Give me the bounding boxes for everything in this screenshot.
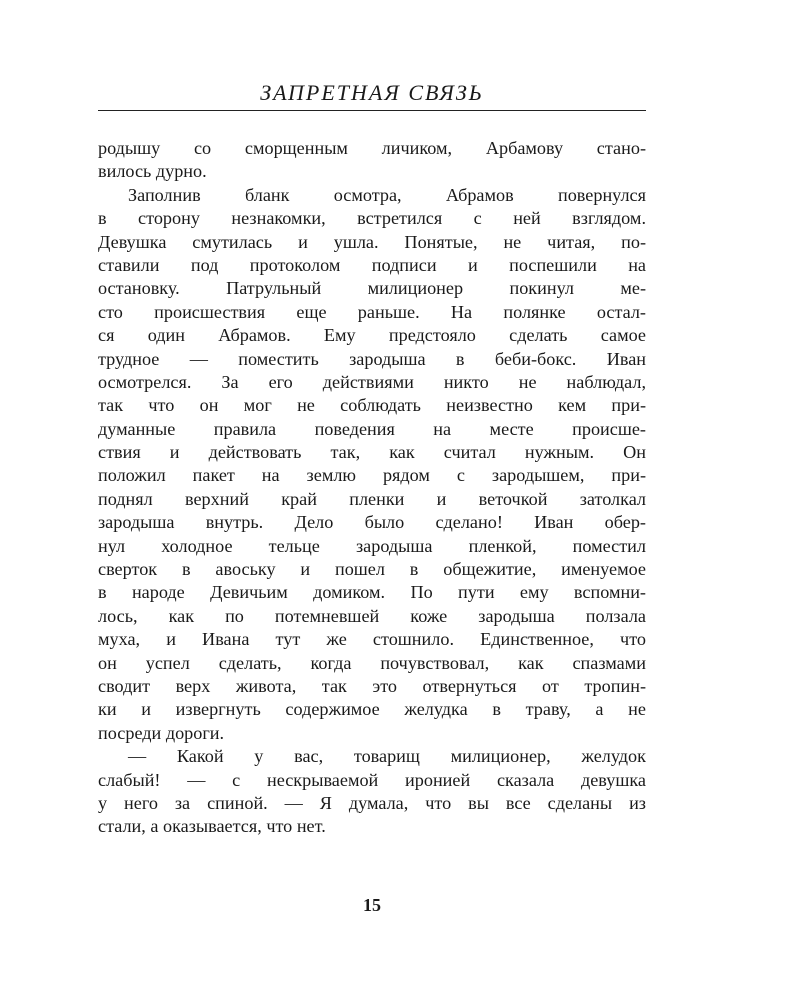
text-line: положил пакет на землю рядом с зародышем, при-: [98, 465, 646, 486]
text-line: осмотрелся. За его действиями никто не наблюдал,: [98, 371, 646, 392]
text-line: сто происшествия еще раньше. На полянке остал-: [98, 301, 646, 322]
text-line: лось, как по потемневшей коже зародыша ползала: [98, 605, 646, 626]
text-line: в сторону незнакомки, встретился с ней взглядом.: [98, 208, 646, 229]
text-line: нул холодное тельце зародыша пленкой, поместил: [98, 535, 646, 556]
text-line: — Какой у вас, товарищ милиционер, желудок: [128, 746, 646, 767]
text-line: думанные правила поведения на месте происше-: [98, 418, 646, 439]
text-line: поднял верхний край пленки и веточкой затолкал: [98, 488, 646, 509]
text-line: у него за спиной. — Я думала, что вы все сделаны из: [98, 792, 646, 813]
text-line: в народе Девичьим домиком. По пути ему вспомни-: [98, 582, 646, 603]
text-line: слабый! — с нескрываемой иронией сказала девушка: [98, 769, 646, 790]
text-line: Девушка смутилась и ушла. Понятые, не читая, по-: [98, 231, 646, 252]
text-line: стали, а оказывается, что нет.: [98, 816, 326, 837]
page-number: 15: [363, 895, 381, 915]
text-line: ся один Абрамов. Ему предстояло сделать самое: [98, 325, 646, 346]
text-line: зародыша внутрь. Дело было сделано! Иван обер-: [98, 512, 646, 533]
header-rule: [98, 110, 646, 111]
text-line: посреди дороги.: [98, 722, 225, 743]
text-line: Заполнив бланк осмотра, Абрамов повернулся: [128, 184, 646, 205]
text-line: муха, и Ивана тут же стошнило. Единственное, что: [98, 629, 646, 650]
text-line: ставили под протоколом подписи и поспешили на: [98, 254, 646, 275]
text-line: вилось дурно.: [98, 161, 207, 182]
text-line: ствия и действовать так, как считал нужным. Он: [98, 442, 646, 463]
text-line: ки и извергнуть содержимое желудка в траву, а не: [98, 699, 646, 720]
text-line: остановку. Патрульный милиционер покинул ме-: [98, 278, 646, 299]
body-text: [98, 137, 646, 839]
text-line: родышу со сморщенным личиком, Арбамову стано-: [98, 138, 646, 158]
text-line: трудное — поместить зародыша в беби-бокс. Иван: [98, 348, 646, 369]
text-line: сверток в авоську и пошел в общежитие, именуемое: [98, 559, 646, 580]
text-line: сводит верх живота, так это отвернуться от тропин-: [98, 675, 646, 696]
text-line: так что он мог не соблюдать неизвестно кем при-: [98, 395, 646, 416]
running-header: ЗАПРЕТНАЯ СВЯЗЬ: [260, 80, 484, 105]
text-line: он успел сделать, когда почувствовал, как спазмами: [98, 652, 646, 673]
